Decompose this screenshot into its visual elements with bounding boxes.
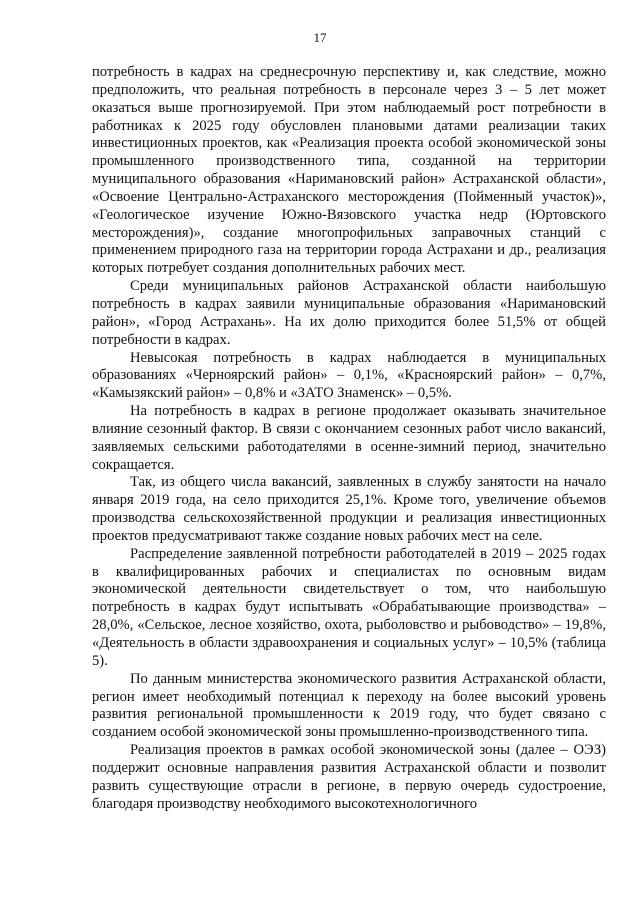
paragraph: Среди муниципальных районов Астраханской области наибольшую потребность в кадрах заявили муниципальные образования «Наримановский район», «Город Астрахань». На их долю приходится более 51,5% от общей потребности в кадрах. xyxy=(92,278,606,348)
paragraph: потребность в кадрах на среднесрочную перспективу и, как следствие, можно предположить, что реальная потребность в персонале через 3 – 5 лет может оказаться выше прогнозируемой. При этом наблюдаемый рост потребности в работниках к 2025 году обусловлен плановыми датами реализации таких инвестиционных проектов, как «Реализация проекта особой экономической зоны промышленного производственного типа, созданной на территории муниципального образования «Наримановский район» Астраханской области», «Освоение Центрально-Астраханского месторождения (Пойменный участок)», «Геологическое изучение Южно-Вязовского участка недр (Юртовского месторождения)», создание многопрофильных заправочных станций с применением природного газа на территории города Астрахани и др., реализация которых потребует создания дополнительных рабочих мест. xyxy=(92,64,606,277)
page-number: 17 xyxy=(313,30,327,45)
paragraph: На потребность в кадрах в регионе продолжает оказывать значительное влияние сезонный фактор. В связи с окончанием сезонных работ число вакансий, заявляемых сельскими работодателями в осенне-зимний период, значительно сокращается. xyxy=(92,403,606,473)
paragraph: Распределение заявленной потребности работодателей в 2019 – 2025 годах в квалифицированных рабочих и специалистах по основным видам экономической деятельности свидетельствует о том, что наибольшую потребность в кадрах будут испытывать «Обрабатывающие производства» – 28,0%, «Сельское, лесное хозяйство, охота, рыболовство и рыбоводство» – 19,8%, «Деятельность в области здравоохранения и социальных услуг» – 10,5% (таблица 5). xyxy=(92,545,606,669)
paragraph: Невысокая потребность в кадрах наблюдается в муниципальных образованиях «Черноярский район» – 0,1%, «Красноярский район» – 0,7%, «Камызякский район» – 0,8% и «ЗАТО Знаменск» – 0,5%. xyxy=(92,349,606,402)
paragraph: По данным министерства экономического развития Астраханской области, регион имеет необходимый потенциал к переходу на более высокий уровень развития региональной промышленности к 2019 году, что будет связано с созданием особой экономической зоны промышленно-производственного типа. xyxy=(92,670,606,741)
paragraph: Реализация проектов в рамках особой экономической зоны (далее – ОЭЗ) поддержит основные направления развития Астраханской области и позволит развить существующие отрасли в регионе, в первую очередь судостроение, благодаря производству необходимого высокотехнологичного xyxy=(92,742,606,812)
paragraph: Так, из общего числа вакансий, заявленных в службу занятости на начало января 2019 года, на село приходится 25,1%. Кроме того, увеличение объемов производства сельскохозяйственной продукции и реализация инвестиционных проектов предусматривают также создание новых рабочих мест на селе. xyxy=(92,474,606,544)
body-text xyxy=(92,64,606,813)
